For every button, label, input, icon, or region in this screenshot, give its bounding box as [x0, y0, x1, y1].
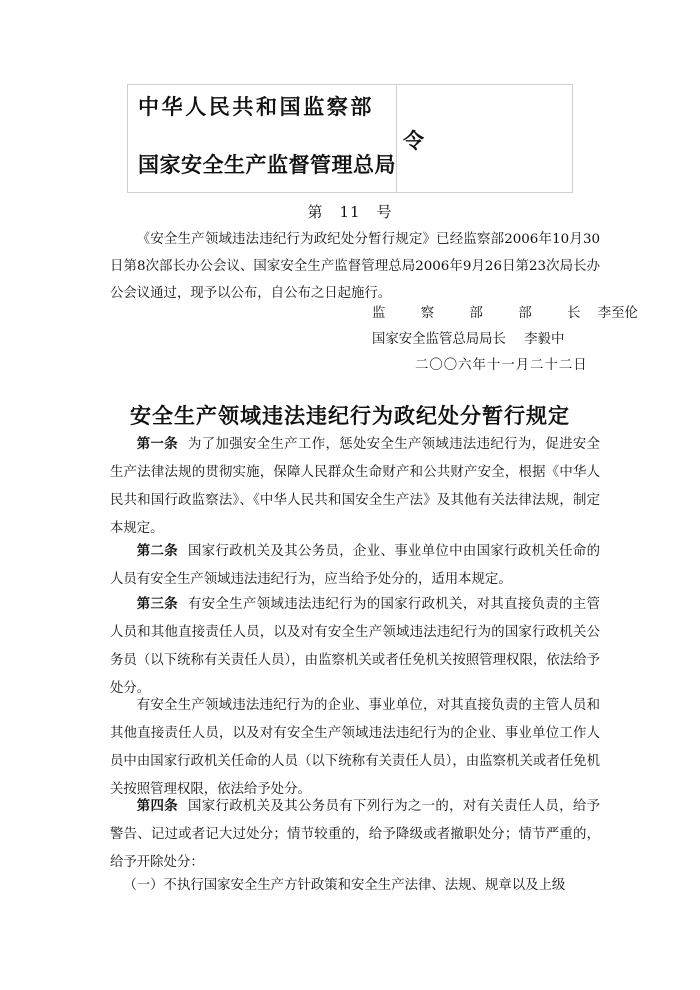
signature-title: 国家安全监管总局局长: [372, 332, 506, 347]
signing-date: 二〇〇六年十一月二十二日: [415, 358, 588, 373]
article-label: 第三条: [136, 597, 179, 612]
signature-minister: [372, 302, 638, 321]
promulgation-paragraph: 《安全生产领域违法违纪行为政纪处分暂行规定》已经监察部2006年10月30日第8次部长办公会议、国家安全生产监督管理总局2006年9月26日第23次局长办公会议通过，现予以公布，自公布之日起施行。: [110, 232, 600, 301]
order-number: 第 11 号: [307, 203, 393, 221]
article-1: [110, 431, 600, 543]
issuer-header-table: [127, 84, 573, 193]
table-divider: [396, 85, 397, 192]
article-text: 有安全生产领域违法违纪行为的企业、事业单位，对其直接负责的主管人员和其他直接责任人员，以及对有安全生产领域违法违纪行为的企业、事业单位工作人员中由国家行政机关任命的人员（以下统称有关责任人员），由监察机关或者任免机关按照管理权限，依法给予处分。: [110, 698, 600, 797]
article-2: [110, 538, 600, 594]
article-label: 第一条: [136, 437, 179, 452]
order-word: 令: [403, 129, 424, 153]
article-3-paragraph-2: [110, 692, 600, 804]
issuer-ministry-of-supervision: 中华人民共和国监察部: [138, 95, 374, 119]
article-label: 第二条: [136, 544, 179, 559]
article-text: 国家行政机关及其公务员，企业、事业单位中由国家行政机关任命的人员有安全生产领域违法违纪行为，应当给予处分的，适用本规定。: [110, 544, 600, 587]
article-text: 有安全生产领域违法违纪行为的国家行政机关，对其直接负责的主管人员和其他直接责任人员，以及对有安全生产领域违法违纪行为的国家行政机关公务员（以下统称有关责任人员），由监察机关或者任免机关按照管理权限，依法给予处分。: [110, 597, 600, 696]
signature-name: 李毅中: [524, 332, 565, 347]
regulation-title: 安全生产领域违法违纪行为政纪处分暂行规定: [130, 404, 570, 428]
signature-name: 李至伦: [597, 306, 638, 321]
article-text: 为了加强安全生产工作，惩处安全生产领域违法违纪行为，促进安全生产法律法规的贯彻实施，保障人民群众生命财产和公共财产安全，根据《中华人民共和国行政监察法》、《中华人民共和国安全生产法》及其他有关法律法规，制定本规定。: [110, 437, 600, 536]
article-4: [110, 793, 600, 877]
article-4-item-1: （一）不执行国家安全生产方针政策和安全生产法律、法规、规章以及上级: [123, 878, 566, 893]
article-text: 国家行政机关及其公务员有下列行为之一的，对有关责任人员，给予警告、记过或者记大过处分；情节较重的，给予降级或者撤职处分；情节严重的，给予开除处分：: [110, 799, 600, 870]
issuer-safety-administration: 国家安全生产监督管理总局: [138, 153, 396, 177]
article-label: 第四条: [136, 799, 179, 814]
signature-director: [372, 328, 564, 347]
signature-title: 监 察 部 部 长: [372, 306, 592, 321]
article-3: [110, 591, 600, 703]
